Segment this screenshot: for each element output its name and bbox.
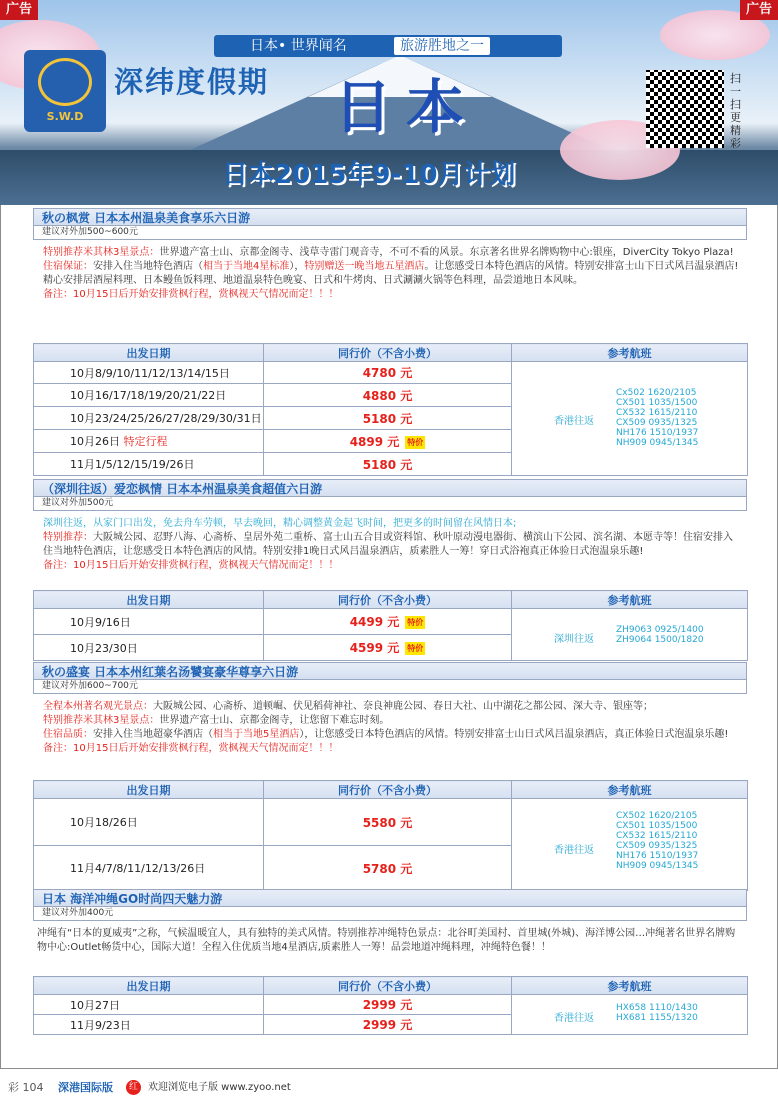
date-cell: 10月27日 xyxy=(34,995,264,1015)
special-badge: 特价 xyxy=(407,437,424,447)
date-cell: 10月8/9/10/11/12/13/14/15日 xyxy=(34,362,264,384)
flight-cell xyxy=(512,362,748,476)
page-title: 日本 xyxy=(334,73,479,141)
desc-line: 备注：10月15日后开始安排赏枫行程，赏枫视天气情况而定！！！ xyxy=(43,289,339,300)
price-cell: 4599 元 特价 xyxy=(264,635,512,661)
col-price: 同行价（不含小费） xyxy=(264,977,512,995)
ad-label-right: 广告 xyxy=(740,0,778,20)
logo-text: S.W.D xyxy=(46,110,84,123)
qr-code-icon[interactable] xyxy=(646,70,724,148)
route-label: 香港往返 xyxy=(554,1013,594,1024)
col-date: 出发日期 xyxy=(34,781,264,799)
col-price: 同行价（不含小费） xyxy=(264,591,512,609)
date-cell: 10月18/26日 xyxy=(34,799,264,846)
section-title: 日本 海洋冲绳GO时尚四天魅力游 xyxy=(33,889,747,907)
col-date: 出发日期 xyxy=(34,977,264,995)
special-badge: 特价 xyxy=(407,618,424,627)
section-desc xyxy=(33,511,747,577)
col-price: 同行价（不含小费） xyxy=(264,344,512,362)
date-cell: 10月26日 特定行程 xyxy=(34,430,264,453)
tour-section-2 xyxy=(33,479,747,577)
route-label: 深圳往返 xyxy=(554,634,594,645)
price-cell: 5180 元 xyxy=(264,407,512,430)
page-number: 彩 104 xyxy=(8,1081,44,1094)
col-date: 出发日期 xyxy=(34,591,264,609)
flight-list: ZH9063 0925/1400 ZH9064 1500/1820 xyxy=(616,625,704,645)
tour-section-1 xyxy=(33,208,747,306)
desc-line: 住宿品质：安排入住当地超豪华酒店（相当于当地5星酒店），让您感受日本特色酒店的风情。特别安排富士山日式风吕温泉酒店，真正体验日式泡温泉乐趣! xyxy=(43,729,729,740)
section-sub: 建议对外加600~700元 xyxy=(33,680,747,694)
flight-list: HX658 1110/1430 HX681 1155/1320 xyxy=(616,1003,698,1023)
globe-icon xyxy=(38,58,92,106)
desc-line: 特别推荐米其林3星景点：世界遗产富士山、京都金阁寺、浅草寺雷门观音寺，不可不看的风景。东京著名世界名牌购物中心:银座，DiverCity Tokyo Plaza! xyxy=(43,247,734,258)
price-cell: 2999 元 xyxy=(264,995,512,1015)
edition-label: 深港国际版 xyxy=(58,1081,113,1094)
section-sub: 建议对外加400元 xyxy=(33,907,747,921)
flight-list: Cx502 1620/2105 CX501 1035/1500 CX532 1615/2110 CX509 0935/1325 NH176 1510/1937 NH909 0945/1345 xyxy=(616,388,699,448)
section-desc xyxy=(33,240,747,306)
col-flight: 参考航班 xyxy=(512,591,748,609)
scan-hint: 扫一扫更精彩 xyxy=(730,72,741,150)
slogan-banner xyxy=(214,35,562,57)
brand-name: 深纬度假期 xyxy=(114,65,270,99)
date-cell: 11月4/7/8/11/12/13/26日 xyxy=(34,846,264,891)
section-sub: 建议对外加500元 xyxy=(33,497,747,511)
col-price: 同行价（不含小费） xyxy=(264,781,512,799)
date-cell: 10月16/17/18/19/20/21/22日 xyxy=(34,384,264,407)
price-cell: 4499 元 特价 xyxy=(264,609,512,635)
special-badge: 特价 xyxy=(407,644,424,653)
flight-cell xyxy=(512,799,748,891)
section-title: 秋の枫赏 日本本州温泉美食享乐六日游 xyxy=(33,208,747,226)
desc-line: 特别推荐米其林3星景点：世界遗产富士山、京都金阁寺，让您留下难忘时刻。 xyxy=(43,715,390,726)
price-table-4 xyxy=(33,976,748,1035)
flight-cell xyxy=(512,609,748,661)
route-label: 香港往返 xyxy=(554,845,594,856)
price-cell: 2999 元 xyxy=(264,1015,512,1035)
desc-line: 特别推荐：大阪城公园、忍野八海、心斋桥、皇居外苑二重桥、富士山五合目或资料馆、秋叶原动漫电器街、横滨山下公园、滨名湖、本愿寺等！住宿安排入住当地特色酒店，让您感受日本特色酒店的风情。特别安排1晚日式风吕温泉酒店，质素胜人一筹！穿日式浴袍真正体验日式泡温泉乐趣! xyxy=(43,532,733,557)
price-cell: 5780 元 xyxy=(264,846,512,891)
desc-line: 住宿保证：安排入住当地特色酒店（相当于当地4星标准），特别赠送一晚当地五星酒店。让您感受日本特色酒店的风情。特别安排富士山下日式风吕温泉酒店!精心安排居酒屋料理、日本鳗鱼饭料理、地道温泉特色晚宴、日式和牛烤肉、日式涮涮火锅等色料理，品尝道地日本风味。 xyxy=(43,261,739,286)
date-cell: 10月23/24/25/26/27/28/29/30/31日 xyxy=(34,407,264,430)
price-table-3 xyxy=(33,780,748,891)
edition-icon: 红 xyxy=(126,1080,141,1095)
ad-label-left: 广告 xyxy=(0,0,38,20)
desc-line: 全程本州著名观光景点：大阪城公园、心斋桥、道顿崛、伏见稻荷神社、奈良神鹿公园、春日大社、山中湖花之都公园、深大寺、银座等； xyxy=(43,701,653,712)
price-cell: 4780 元 xyxy=(264,362,512,384)
date-cell: 11月9/23日 xyxy=(34,1015,264,1035)
price-table-1 xyxy=(33,343,748,476)
section-title: 秋の盛宴 日本本州红葉名汤饕宴豪华尊享六日游 xyxy=(33,662,747,680)
price-cell: 4899 元 特价 xyxy=(264,430,512,453)
price-cell: 4880 元 xyxy=(264,384,512,407)
flight-list: CX502 1620/2105 CX501 1035/1500 CX532 1615/2110 CX509 0935/1325 NH176 1510/1937 NH909 0945/1345 xyxy=(616,811,699,871)
section-desc: 冲绳有“日本的夏威夷”之称，气候温暖宜人，具有独特的美式风情。特别推荐冲绳特色景点：北谷町美国村、首里城(外城)、海洋博公园…冲绳著名世界名牌购物中心:Outlet畅货中心，国际大道！全程入住优质当地4星酒店,质素胜人一筹！品尝地道冲绳料理，冲绳特色餐！！ xyxy=(37,928,736,953)
flight-cell xyxy=(512,995,748,1035)
section-sub: 建议对外加500~600元 xyxy=(33,226,747,240)
hero-banner xyxy=(0,0,778,205)
desc-line: 备注：10月15日后开始安排赏枫行程，赏枫视天气情况而定！！！ xyxy=(43,743,339,754)
price-table-2 xyxy=(33,590,748,661)
slogan-left: 日本• 世界闻名 xyxy=(250,38,347,54)
section-title: （深圳往返）爱恋枫情 日本本州温泉美食超值六日游 xyxy=(33,479,747,497)
col-date: 出发日期 xyxy=(34,344,264,362)
slogan-right: 旅游胜地之一 xyxy=(394,37,490,55)
tour-section-3 xyxy=(33,662,747,760)
desc-line: 备注：10月15日后开始安排赏枫行程，赏枫视天气情况而定！！！ xyxy=(43,560,339,571)
date-cell: 10月9/16日 xyxy=(34,609,264,635)
desc-line: 深圳往返，从家门口出发，免去舟车劳顿，早去晚回，精心调整黄金起飞时间，把更多的时间留在风情日本; xyxy=(43,518,517,529)
company-logo xyxy=(24,50,106,132)
route-label: 香港往返 xyxy=(554,416,594,427)
col-flight: 参考航班 xyxy=(512,977,748,995)
tour-section-4 xyxy=(33,889,747,959)
price-cell: 5580 元 xyxy=(264,799,512,846)
date-cell: 10月23/30日 xyxy=(34,635,264,661)
plan-title: 日本2015年9-10月计划 xyxy=(222,160,516,190)
website-link[interactable]: 欢迎浏览电子版 www.zyoo.net xyxy=(148,1082,291,1093)
col-flight: 参考航班 xyxy=(512,781,748,799)
date-cell: 11月1/5/12/15/19/26日 xyxy=(34,453,264,476)
col-flight: 参考航班 xyxy=(512,344,748,362)
price-cell: 5180 元 xyxy=(264,453,512,476)
section-desc xyxy=(33,694,747,760)
